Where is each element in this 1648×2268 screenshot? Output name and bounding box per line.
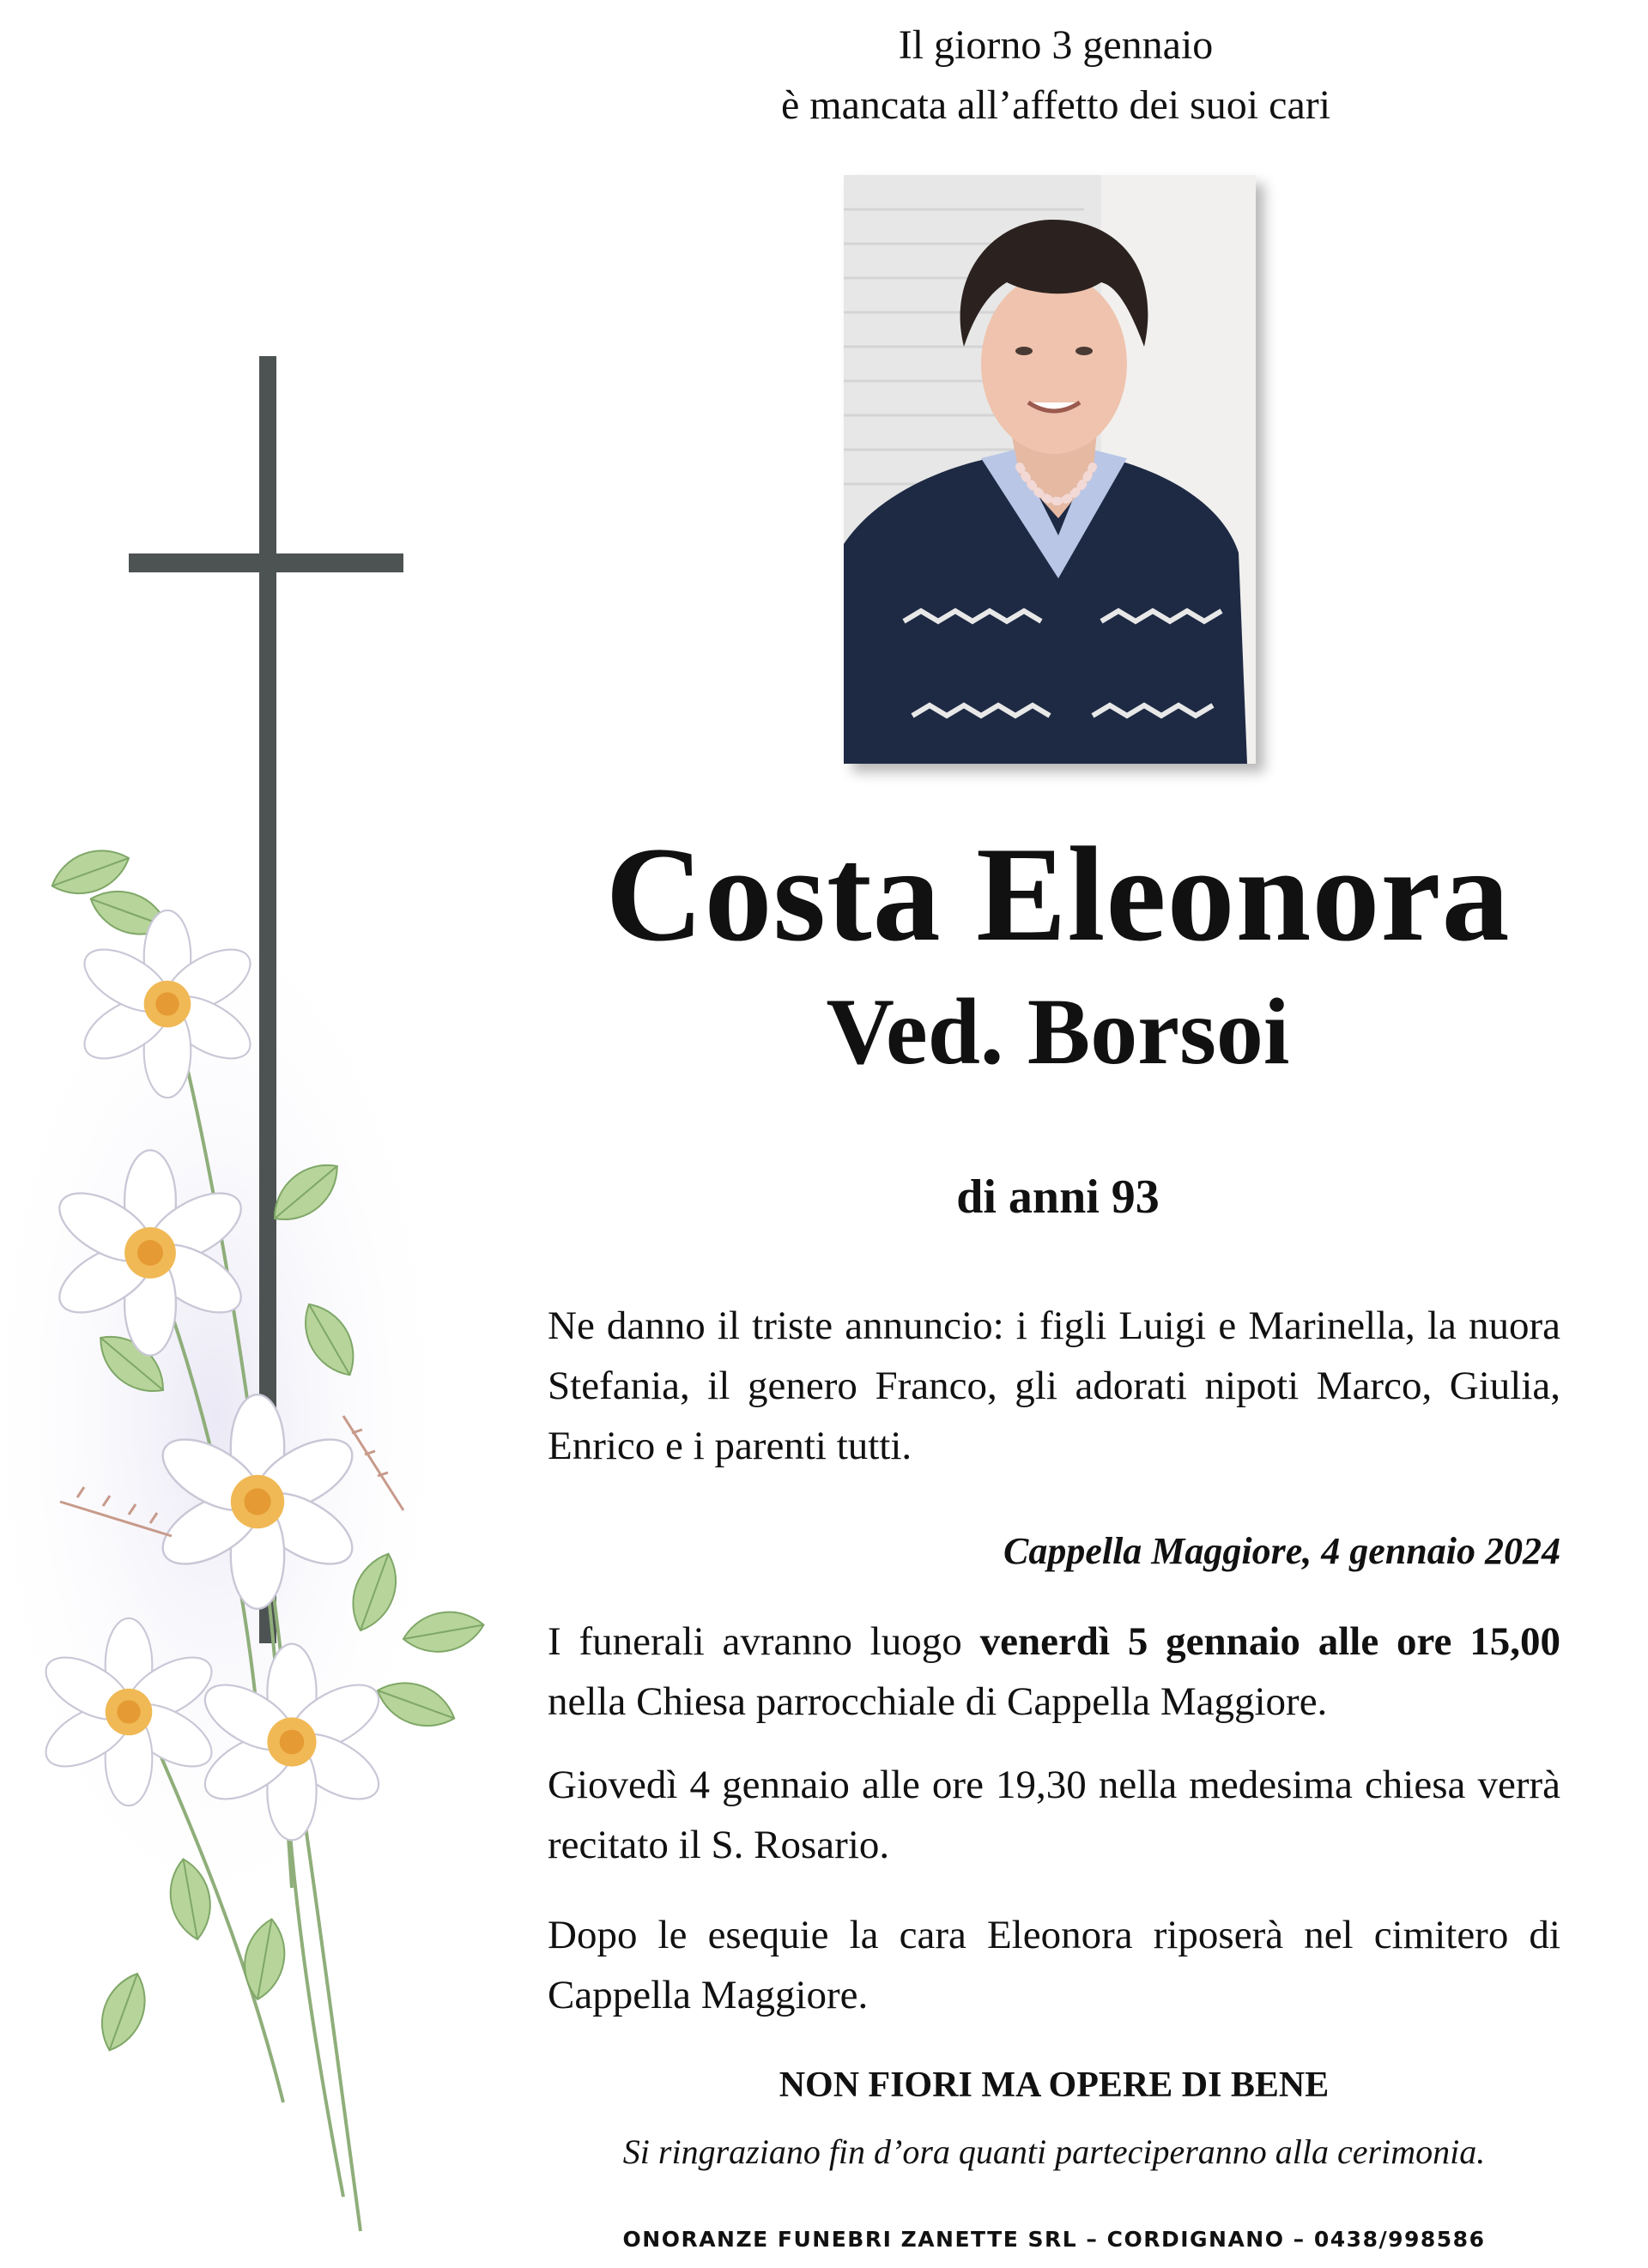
funeral-text-prefix: I funerali avranno luogo — [548, 1619, 980, 1664]
funeral-text-suffix: nella Chiesa parrocchiale di Cappella Maggiore. — [548, 1679, 1328, 1724]
rosary-paragraph: Giovedì 4 gennaio alle ore 19,30 nella medesima chiesa verrà recitato il S. Rosario. — [548, 1763, 1560, 1867]
age-line: di anni 93 — [956, 1170, 1160, 1224]
cross-horizontal-bar — [129, 553, 403, 572]
place-and-date: Cappella Maggiore, 4 gennaio 2024 — [1003, 1530, 1560, 1572]
thanks-line: Si ringraziano fin d’ora quanti parteciperanno alla cerimonia. — [622, 2132, 1486, 2171]
funeral-paragraph — [548, 1612, 1560, 1732]
intro-affection-line: è mancata all’affetto dei suoi cari — [780, 82, 1331, 128]
deceased-name: Costa Eleonora — [605, 820, 1511, 970]
portrait-photo — [844, 175, 1256, 764]
burial-paragraph: Dopo le esequie la cara Eleonora riposerà nel cimitero di Cappella Maggiore. — [548, 1913, 1560, 2017]
no-flowers-notice: NON FIORI MA OPERE DI BENE — [779, 2065, 1330, 2105]
death-announcement-intro — [549, 15, 1562, 136]
announcement-paragraph: Ne danno il triste annuncio: i figli Luigi e Marinella, la nuora Stefania, il genero Franco, gli adorati nipoti Marco, Giulia, Enrico e i parenti tutti. — [548, 1303, 1560, 1468]
funeral-date-time: venerdì 5 gennaio alle ore 15,00 — [979, 1619, 1560, 1664]
funeral-home-footer: ONORANZE FUNEBRI ZANETTE SRL – CORDIGNANO – 0438/998586 — [622, 2227, 1486, 2252]
intro-date-line: Il giorno 3 gennaio — [898, 22, 1214, 68]
cross-with-flowers-illustration — [0, 0, 566, 2268]
widow-of-name: Ved. Borsoi — [826, 979, 1290, 1084]
